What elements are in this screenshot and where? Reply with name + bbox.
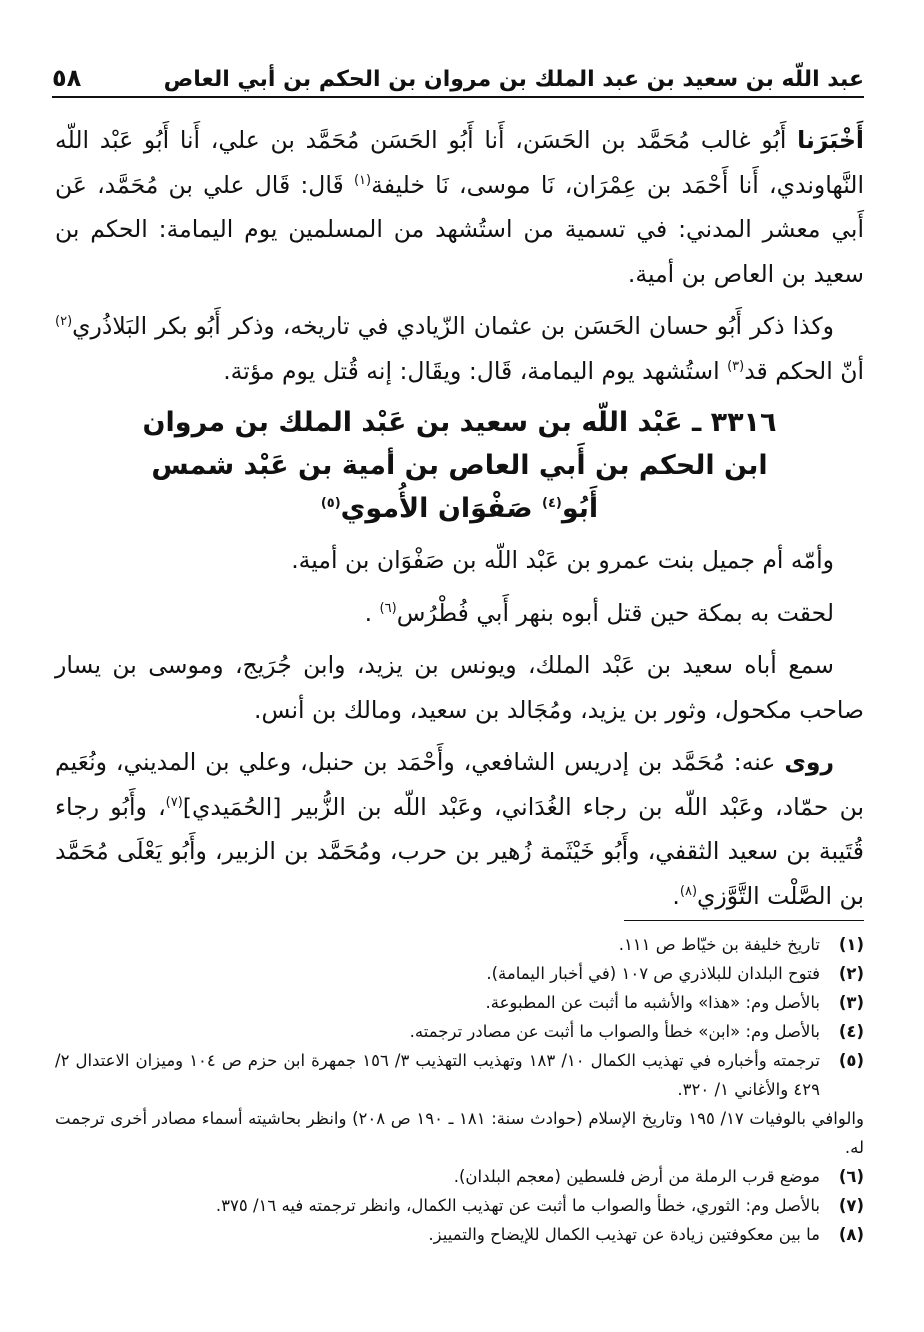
footnote-number: (١): [838, 935, 864, 954]
entry-heading-line: ٣٣١٦ ـ عَبْد اللّه بن سعيد بن عَبْد الملك بن مروان: [142, 407, 777, 438]
footnote-number: (٦): [838, 1167, 864, 1186]
footnote-ref[interactable]: (٧): [165, 794, 183, 810]
footnote-number: (٥): [838, 1051, 864, 1070]
footnote-text: بالأصل وم: الثوري، خطأ والصواب ما أثبت عن تهذيب الكمال، وانظر ترجمته فيه ١٦/ ٣٧٥.: [215, 1196, 820, 1215]
footnote-item: [55, 988, 864, 1017]
paragraph-narrators: [55, 740, 864, 918]
paragraph-text: .: [672, 881, 680, 910]
paragraph-text: استُشهد يوم اليمامة، قَال: ويقَال: إنه قُتل يوم مؤتة.: [223, 356, 728, 385]
footnote-item: [55, 930, 864, 959]
paragraph-text: أَبُو غالب مُحَمَّد بن الحَسَن، أَنا أَبُو الحَسَن مُحَمَّد بن علي، أَنا أَبُو عَبْد اللّه النَّهاوندي، أَنا أَحْمَد بن عِمْرَان، نَا موسى، نَا خليفة: [55, 126, 864, 199]
footnote-item: [55, 1191, 864, 1220]
footnote-text: ما بين معكوفتين زيادة عن تهذيب الكمال للإيضاح والتمييز.: [428, 1225, 820, 1244]
footnote-text: بالأصل وم: «ابن» خطأ والصواب ما أثبت عن مصادر ترجمته.: [409, 1022, 820, 1041]
paragraph-history: [55, 304, 864, 393]
footnote-ref[interactable]: (٥): [320, 496, 341, 511]
footnote-item: [55, 1162, 864, 1191]
footnote-number: (٧): [838, 1196, 864, 1215]
paragraph-text: لحقت به بمكة حين قتل أبوه بنهر أَبي فُطْرُس: [396, 598, 834, 627]
lead-word: روى: [784, 748, 834, 776]
footnote-item: [55, 959, 864, 988]
entry-heading: [55, 401, 864, 530]
footnote-ref[interactable]: (٢): [55, 314, 73, 330]
footnote-text: والوافي بالوفيات ١٧/ ١٩٥ وتاريخ الإسلام (حوادث سنة: ١٨١ ـ ١٩٠ ص ٢٠٨) وانظر بحاشيته أسماء مصادر أخرى ترجمت له.: [55, 1109, 864, 1157]
running-header: [52, 52, 864, 98]
footnote-text: بالأصل وم: «هذا» والأشبه ما أثبت عن المطبوعة.: [485, 993, 820, 1012]
footnote-number: (٢): [838, 964, 864, 983]
footnote-separator: [624, 920, 864, 921]
page-number: ٥٨: [52, 64, 82, 92]
paragraph-isnad: [55, 118, 864, 296]
footnote-continuation: [55, 1104, 864, 1162]
paragraph-text: وكذا ذكر أَبُو حسان الحَسَن بن عثمان الزّيادي في تاريخه، وذكر أَبُو بكر البَلاذُري: [72, 312, 834, 340]
entry-heading-line: ابن الحكم بن أَبي العاص بن أمية بن عَبْد شمس: [151, 450, 768, 481]
paragraph-flight: [55, 591, 864, 636]
footnote-item: [55, 1017, 864, 1046]
footnote-text: موضع قرب الرملة من أرض فلسطين (معجم البلدان).: [453, 1167, 820, 1186]
paragraph-text: قَال: قَال علي بن مُحَمَّد، عَن أَبي معشر المدني: في تسمية من استُشهد من المسلمين يوم اليمامة: الحكم بن سعيد بن العاص بن أمية.: [55, 170, 864, 288]
footnote-item: [55, 1220, 864, 1249]
footnote-ref[interactable]: (١): [353, 172, 372, 188]
paragraph-text: ، وأَبُو رجاء قُتَيبة بن سعيد الثقفي، وأَبُو خَيْثَمة زُهير بن حرب، ومُحَمَّد بن الزبير، وأَبُو يَعْلَى مُحَمَّد بن الصَّلْت التَّوَّزي: [55, 792, 864, 910]
footnote-number: (٤): [838, 1022, 864, 1041]
running-title: عبد اللّه بن سعيد بن عبد الملك بن مروان بن الحكم بن أبي العاص: [163, 67, 864, 92]
paragraph-text: .: [364, 598, 380, 627]
lead-word: أَخْبَرَنا: [797, 126, 864, 154]
paragraph-heard-from: سمع أباه سعيد بن عَبْد الملك، ويونس بن يزيد، وابن جُرَيج، وموسى بن يسار صاحب مكحول، وثور بن يزيد، ومُجَالد بن سعيد، ومالك بن أنس.: [55, 651, 864, 724]
footnote-ref[interactable]: (٨): [679, 883, 698, 899]
footnote-ref[interactable]: (٦): [379, 600, 397, 616]
footnotes: [55, 930, 864, 1249]
paragraph-mother: وأمّه أم جميل بنت عمرو بن عَبْد اللّه بن صَفْوَان بن أمية.: [291, 546, 834, 574]
footnote-number: (٣): [838, 993, 864, 1012]
paragraph-text: أنّ الحكم قد: [744, 356, 864, 385]
footnote-number: (٨): [838, 1225, 864, 1244]
footnote-ref[interactable]: (٤): [541, 496, 562, 511]
heading-text: صَفْوَان الأُموي: [340, 493, 542, 524]
footnote-text: فتوح البلدان للبلاذري ص ١٠٧ (في أخبار اليمامة).: [486, 964, 820, 983]
footnote-item: [55, 1046, 864, 1104]
heading-text: أَبُو: [561, 493, 599, 524]
footnote-text: ترجمته وأخباره في تهذيب الكمال ١٠/ ١٨٣ وتهذيب التهذيب ٣/ ١٥٦ جمهرة ابن حزم ص ١٠٤ وميزان الاعتدال ٢/ ٤٢٩ والأغاني ١/ ٣٢٠.: [55, 1051, 820, 1099]
entry-heading-line: [55, 487, 864, 530]
footnote-ref[interactable]: (٣): [727, 358, 745, 374]
footnote-text: تاريخ خليفة بن خيّاط ص ١١١.: [618, 935, 820, 954]
main-text: [55, 118, 864, 926]
paragraph-text: عنه: مُحَمَّد بن إدريس الشافعي، وأَحْمَد بن حنبل، وعلي بن المديني، ونُعَيم بن حمّاد، وعَبْد اللّه بن رجاء الغُدَاني، وعَبْد اللّه بن الزُّبير [الحُمَيدي]: [55, 748, 864, 821]
